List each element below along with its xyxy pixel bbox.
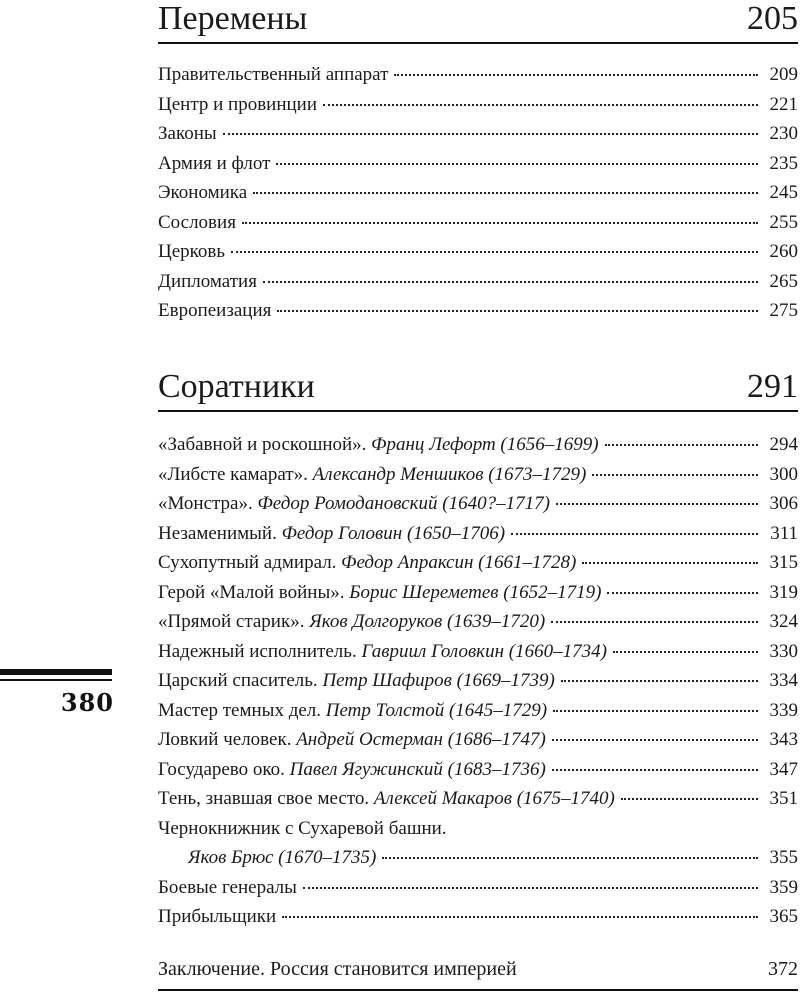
section-title: Соратники: [158, 368, 315, 405]
entry-page: 324: [769, 611, 798, 632]
entry-page: 343: [769, 729, 798, 750]
entry-page: 260: [769, 241, 798, 262]
entry-page: 209: [769, 64, 798, 85]
margin-rule-thick: [0, 669, 112, 675]
entry-text: «Забавной и роскошной».: [158, 434, 372, 455]
dot-leader: [276, 162, 758, 165]
entry-label: [158, 208, 236, 238]
dot-leader: [277, 309, 758, 312]
entry-label: [158, 548, 576, 578]
entry-label: [158, 666, 555, 696]
toc-entry[interactable]: [158, 519, 798, 549]
entry-text: Армия и флот: [158, 152, 271, 174]
dot-leader: [303, 886, 758, 889]
dot-leader: [561, 679, 758, 682]
entry-text: Прибыльщики: [158, 906, 277, 927]
entry-page: 275: [769, 300, 798, 321]
entry-page: 315: [769, 552, 798, 573]
entry-text: Надежный исполнитель.: [158, 640, 362, 662]
dot-leader: [263, 280, 758, 283]
section-heading: [158, 368, 798, 412]
dot-leader: [552, 738, 758, 741]
entry-label: [158, 814, 447, 844]
entry-label: [158, 460, 586, 490]
toc-entry[interactable]: [158, 902, 798, 932]
toc-entry[interactable]: [158, 725, 798, 755]
toc-entry[interactable]: [158, 666, 798, 696]
entry-text: Европеизация: [158, 300, 272, 321]
dot-leader: [605, 443, 758, 446]
toc-entry[interactable]: [158, 637, 798, 667]
section-page: 205: [747, 0, 798, 37]
entry-text: Сословия: [158, 211, 236, 233]
entry-page: 319: [769, 581, 798, 603]
entry-author: Петр Шафиров (1669–1739): [322, 670, 555, 691]
entry-label: Заключение. Россия становится империей: [158, 958, 517, 980]
entry-author: Борис Шереметев (1652–1719): [349, 581, 602, 603]
entry-author: Петр Толстой (1645–1729): [325, 699, 548, 721]
entry-label: [158, 237, 225, 267]
toc-entry[interactable]: [158, 784, 798, 814]
dot-leader: [382, 856, 758, 859]
entry-text: Ловкий человек.: [158, 729, 297, 750]
entry-label: [158, 267, 257, 297]
entry-label: [158, 843, 376, 873]
dot-leader: [282, 915, 758, 918]
entry-text: Мастер темных дел.: [158, 699, 326, 721]
toc-entry[interactable]: [158, 489, 798, 519]
entry-label: [158, 637, 607, 667]
section-title: Перемены: [158, 0, 308, 37]
entry-text: «Монстра».: [158, 493, 258, 514]
entry-text: Дипломатия: [158, 270, 257, 292]
entry-page: 339: [769, 699, 798, 721]
entry-text: Герой «Малой войны».: [158, 581, 350, 603]
toc-entry[interactable]: [158, 178, 798, 208]
dot-leader: [511, 532, 758, 535]
entry-author: Федор Апраксин (1661–1728): [341, 552, 577, 573]
entry-text: Тень, знавшая свое место.: [158, 788, 374, 809]
dot-leader: [613, 650, 758, 653]
toc-entry[interactable]: [158, 548, 798, 578]
toc-entry[interactable]: [158, 843, 798, 873]
entry-label: [158, 430, 599, 460]
entry-page: 230: [769, 123, 798, 144]
toc-entry[interactable]: [158, 460, 798, 490]
toc-entry[interactable]: [158, 60, 798, 90]
entry-author: Алексей Макаров (1675–1740): [373, 788, 615, 809]
entry-text: Царский спаситель.: [158, 670, 323, 691]
entry-page: 300: [769, 463, 798, 485]
entry-text: Чернокнижник с Сухаревой башни.: [158, 817, 447, 839]
dot-leader: [552, 768, 758, 771]
entry-page: 294: [769, 434, 798, 455]
dot-leader: [223, 132, 758, 135]
toc-list: [158, 60, 798, 326]
entry-author: Франц Лефорт (1656–1699): [371, 434, 599, 455]
dot-leader: [607, 591, 758, 594]
section-changes: [158, 0, 798, 326]
entry-page: 334: [769, 670, 798, 691]
toc-entry[interactable]: [158, 119, 798, 149]
toc-entry[interactable]: [158, 814, 798, 844]
entry-text: Боевые генералы: [158, 876, 297, 898]
entry-label: [158, 519, 505, 549]
toc-list: [158, 430, 798, 932]
entry-label: [158, 755, 546, 785]
entry-label: [158, 149, 270, 179]
dot-leader: [553, 709, 758, 712]
toc-entry[interactable]: [158, 267, 798, 297]
section-associates: [158, 368, 798, 932]
entry-label: [158, 119, 217, 149]
section-page: 291: [747, 368, 798, 405]
entry-label: [158, 902, 276, 932]
toc-entry[interactable]: [158, 578, 798, 608]
toc-entry[interactable]: [158, 237, 798, 267]
entry-author: Александр Меншиков (1673–1729): [312, 463, 587, 485]
toc-entry[interactable]: [158, 296, 798, 326]
entry-text: Церковь: [158, 241, 226, 262]
dot-leader: [556, 502, 758, 505]
toc-entry-conclusion[interactable]: [158, 958, 798, 991]
entry-page: 311: [770, 522, 798, 544]
entry-text: Правительственный аппарат: [158, 64, 389, 85]
entry-label: [158, 489, 550, 519]
entry-page: 235: [769, 152, 798, 174]
entry-page: 347: [769, 758, 798, 780]
entry-page: 372: [768, 958, 798, 980]
entry-label: [158, 873, 297, 903]
entry-author: Яков Долгоруков (1639–1720): [309, 611, 546, 632]
entry-page: 265: [769, 270, 798, 292]
entry-text: Государево око.: [158, 758, 290, 780]
entry-author: Андрей Остерман (1686–1747): [296, 729, 546, 750]
dot-leader: [253, 191, 758, 194]
entry-page: 330: [769, 640, 798, 662]
toc-entry[interactable]: [158, 607, 798, 637]
entry-page: 306: [769, 493, 798, 514]
entry-label: [158, 784, 615, 814]
dot-leader: [582, 561, 758, 564]
entry-text: «Прямой старик».: [158, 611, 310, 632]
entry-page: 245: [769, 182, 798, 203]
dot-leader: [242, 221, 758, 224]
margin-rule-thin: [0, 679, 112, 681]
entry-author: Яков Брюс (1670–1735): [188, 847, 377, 868]
entry-text: Законы: [158, 123, 217, 144]
entry-label: [158, 60, 388, 90]
page-number: 380: [60, 688, 114, 717]
toc-entry[interactable]: [158, 90, 798, 120]
toc-entry[interactable]: [158, 430, 798, 460]
entry-page: 365: [769, 906, 798, 927]
entry-author: Федор Ромодановский (1640?–1717): [257, 493, 550, 514]
entry-page: 359: [769, 876, 798, 898]
toc-entry[interactable]: [158, 208, 798, 238]
dot-leader: [551, 620, 758, 623]
entry-label: [158, 296, 271, 326]
toc-entry[interactable]: [158, 149, 798, 179]
entry-page: 355: [769, 847, 798, 868]
entry-text: Сухопутный адмирал.: [158, 552, 342, 573]
entry-author: Павел Ягужинский (1683–1736): [289, 758, 546, 780]
entry-page: 221: [769, 93, 798, 115]
entry-author: Гавриил Головкин (1660–1734): [361, 640, 607, 662]
entry-label: [158, 696, 547, 726]
entry-author: Федор Головин (1650–1706): [281, 522, 506, 544]
entry-label: [158, 607, 545, 637]
entry-page: 255: [769, 211, 798, 233]
entry-text: «Либсте камарат».: [158, 463, 313, 485]
entry-label: [158, 725, 546, 755]
dot-leader: [323, 103, 758, 106]
toc-entry[interactable]: [158, 873, 798, 903]
entry-text: Незаменимый.: [158, 522, 282, 544]
entry-text: Экономика: [158, 182, 248, 203]
dot-leader: [231, 250, 758, 253]
entry-page: 351: [769, 788, 798, 809]
entry-text: Центр и провинции: [158, 93, 318, 115]
toc-entry[interactable]: [158, 755, 798, 785]
entry-label: [158, 90, 317, 120]
section-heading: [158, 0, 798, 44]
dot-leader: [621, 797, 758, 800]
entry-label: [158, 578, 601, 608]
entry-label: [158, 178, 247, 208]
toc-entry[interactable]: [158, 696, 798, 726]
dot-leader: [394, 73, 758, 76]
dot-leader: [592, 473, 758, 476]
